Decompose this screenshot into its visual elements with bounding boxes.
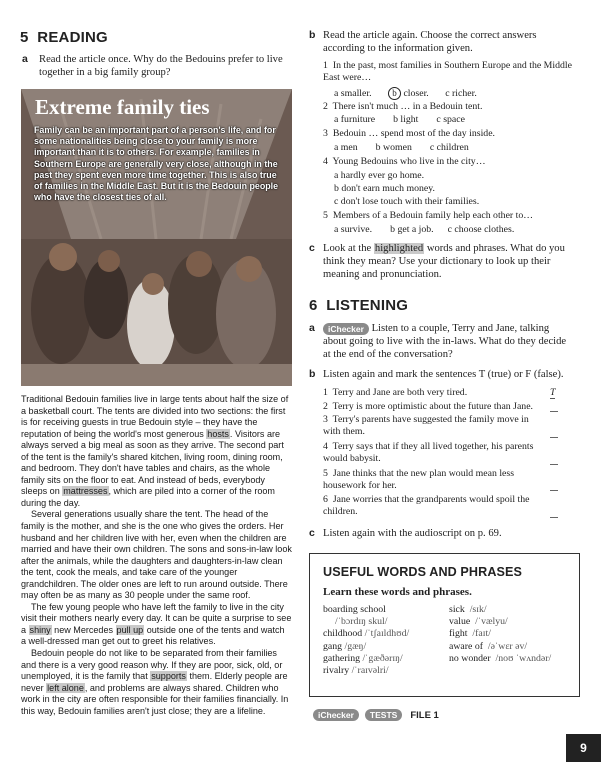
listening-question-b: b Listen again and mark the sentences T (true) or F (false). <box>309 368 564 380</box>
highlight-supports: supports <box>151 671 186 682</box>
vocab-item: rivalry /ˈraɪvəlri/ <box>323 665 389 677</box>
vocab-item: /ˈbɔrdɪŋ skul/ <box>335 616 388 628</box>
reading-question-a: a Read the article once. Why do the Bedouins prefer to live together in a big family group? <box>22 53 283 78</box>
mc-options-1: a smaller. b closer. c richer. <box>334 88 477 99</box>
tf-blank-6[interactable] <box>550 517 558 518</box>
reading-question-b: b Read the article again. Choose the correct answers according to the information given. <box>309 29 579 42</box>
useful-words-left-column <box>323 604 463 677</box>
tf-item-1: 1 Terry and Jane are both very tired. <box>323 387 468 398</box>
tf-answer-1: T <box>550 387 556 398</box>
mc-options-3: a men b women c children <box>334 142 469 153</box>
bedouin-family-photo <box>21 89 292 386</box>
tests-badge[interactable]: TESTS <box>365 709 402 721</box>
article-paragraph: The few young people who have left the family to live in the city visit their mothers nearly every day. It can be quite a surprise to see a shiny new Mercedes pull up outside one of the tents and watch a well-dressed man get out to greet his relatives. <box>21 601 292 647</box>
listening-question-a: a iChecker Listen to a couple, Terry and Jane, talking about going to live with the in-laws. What do they decide at the end of the conversation? <box>309 322 567 360</box>
listening-heading <box>309 297 408 314</box>
ichecker-audio-icon[interactable]: iChecker <box>323 323 369 335</box>
tf-item-6: 6 Jane worries that the grandparents would spoil the children. <box>323 494 530 518</box>
vocab-item: no wonder /noʊ ˈwʌndər/ <box>449 652 552 664</box>
mc-item-5: 5 Members of a Bedouin family help each other to… <box>323 210 534 221</box>
article-paragraph: Traditional Bedouin families live in large tents about half the size of a basketball court. The tents are divided into two sections: the first is for receiving guests in true Bedouin style – they have the reputation of being the world's most generous hosts. Visitors are always served a big meal as soon as they arrive. The second part of the tent is the family's shared kitchen, living room, dining room, and bedroom. They don't have tables and chairs, as the whole family sits on the floor to eat. And instead of beds, everybody sleeps on mattresses, which are piled into a corner of the room during the day. <box>21 394 289 508</box>
mc-options-2: a furniture b light c space <box>334 114 465 125</box>
article-intro: Family can be an important part of a person's life, and for some nationalities being close to your family is more important than it is to others. For example, families in Southern Europe are generally very close, although in the past they spent even more time together. This is also true of families in the Middle East. But it is the Bedouin people who have the closest ties of all. <box>34 125 279 203</box>
tf-item-5: 5 Jane thinks that the new plan would mean less housework for her. <box>323 468 515 492</box>
mc-options-4b: b don't earn much money. <box>334 183 435 194</box>
vocab-item: childhood /ˈtʃaɪldhʊd/ <box>323 628 410 640</box>
reading-question-a-text: Read the article once. Why do the Bedouins prefer to live together in a big family group? <box>39 54 283 78</box>
tf-item-2: 2 Terry is more optimistic about the future than Jane. <box>323 401 534 412</box>
reading-question-b-text: Read the article again. Choose the correct answers according to the information given. <box>323 30 537 54</box>
highlight-mattresses: mattresses <box>63 486 108 497</box>
highlight-pull-up: pull up <box>116 624 144 635</box>
tf-blank-2[interactable] <box>550 411 558 412</box>
vocab-item: value /ˈvælyu/ <box>449 616 508 628</box>
highlight-highlighted: highlighted <box>374 243 424 254</box>
tf-item-3: 3 Terry's parents have suggested the family move in with them. <box>323 414 529 438</box>
article-title: Extreme family ties <box>35 95 210 119</box>
article-body <box>21 394 292 717</box>
tf-blank-3[interactable] <box>550 437 558 438</box>
highlight-left-alone: left alone <box>47 682 84 693</box>
mc-options-4a: a hardly ever go home. <box>334 170 425 181</box>
highlight-shiny: shiny <box>29 624 51 635</box>
useful-words-title: USEFUL WORDS AND PHRASES <box>323 565 523 579</box>
article-paragraph: Several generations usually share the tent. The head of the family is the mother, and she is the one who gives the orders. Her husband and her children live with her, even when the children are married and have their own children. The sons and sons-in-law look after the animals, while the daughters and daughters-in-law clean the tent, cook the meals, and take care of the younger grandchildren. The older ones are left to run around outside. There may often be as many as 30 people under the same roof. <box>21 509 292 601</box>
highlight-hosts: hosts <box>207 428 229 439</box>
page-number: 9 <box>566 734 601 762</box>
vocab-item: gang /gæŋ/ <box>323 640 367 652</box>
circled-answer: b <box>388 87 401 100</box>
mc-item-4: 4 Young Bedouins who live in the city… <box>323 156 486 167</box>
useful-words-right-column <box>449 604 577 665</box>
listening-number: 6 <box>309 297 318 314</box>
file-label: FILE 1 <box>410 709 439 721</box>
reading-title: READING <box>37 29 108 46</box>
footer-links <box>313 706 439 724</box>
vocab-item: sick /sɪk/ <box>449 604 487 615</box>
useful-words-box <box>309 553 580 697</box>
ichecker-badge[interactable]: iChecker <box>313 709 359 721</box>
tf-blank-5[interactable] <box>550 490 558 491</box>
listening-title: LISTENING <box>326 297 409 314</box>
mc-item-3: 3 Bedouin … spend most of the day inside. <box>323 128 495 139</box>
mc-item-2: 2 There isn't much … in a Bedouin tent. <box>323 101 483 112</box>
vocab-item: boarding school <box>323 604 386 615</box>
mc-options-5: a survive. b get a job. c choose clothes. <box>334 224 515 235</box>
listening-question-c: c Listen again with the audioscript on p. 69. <box>309 527 502 539</box>
vocab-item: aware of /əˈwɛr əv/ <box>449 640 528 652</box>
vocab-item: fight /faɪt/ <box>449 628 491 640</box>
reading-heading <box>20 29 108 46</box>
reading-question-c: c Look at the highlighted words and phrases. What do you think they mean? Use your dictionary to look up their meaning and pronunciation. <box>309 242 565 280</box>
useful-words-subtitle: Learn these words and phrases. <box>323 586 472 598</box>
vocab-item: gathering /ˈgæðərɪŋ/ <box>323 652 403 664</box>
mc-options-4c: c don't lose touch with their families. <box>334 196 480 207</box>
reading-number: 5 <box>20 29 29 46</box>
article-paragraph: Bedouin people do not like to be separated from their families and there is a very good reason why. If they are poor, sick, old, or unemployed, it is the family that supports them. Elderly people are never left alone, and problems are always shared. Children who work in the city are often responsible for their families financially. In this way, Bedouin families aren't just close; they are a lifeline. <box>21 648 289 716</box>
mc-item-1: 1 In the past, most families in Southern Europe and the Middle East were… <box>323 60 572 84</box>
tf-blank-4[interactable] <box>550 464 558 465</box>
tf-item-4: 4 Terry says that if they all lived together, his parents would babysit. <box>323 441 534 465</box>
